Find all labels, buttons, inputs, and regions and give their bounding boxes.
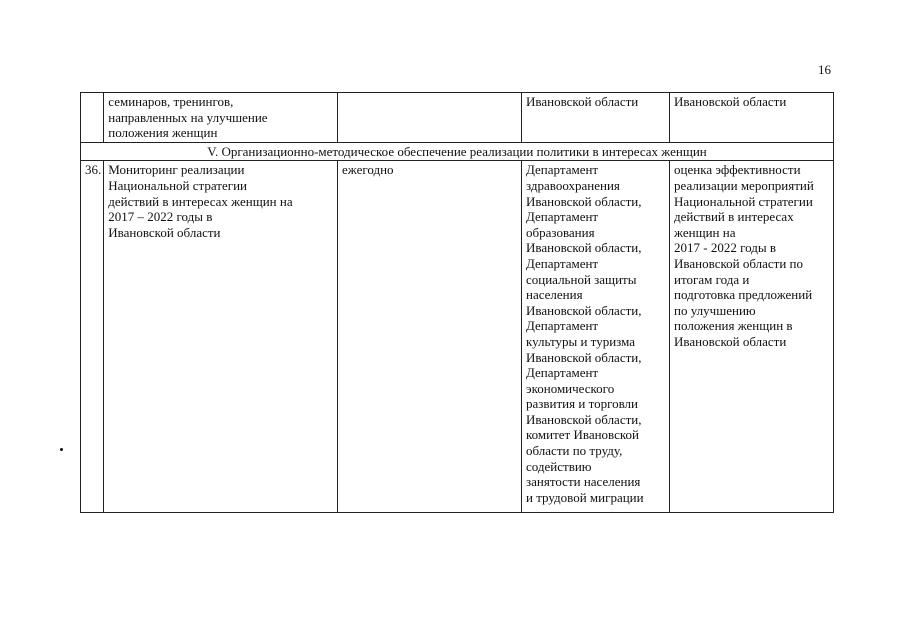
text-line: Департамент (526, 209, 599, 225)
page-number: 16 (818, 62, 831, 77)
text-line: женщин на (674, 224, 736, 240)
text-line: содействию (526, 458, 592, 474)
cell-result (670, 161, 834, 513)
section-title: V. Организационно-методическое обеспечение реализации политики в интересах женщин (81, 142, 834, 161)
name-line-1: семинаров, тренингов, (108, 94, 234, 109)
text-line: здравоохранения (526, 177, 620, 193)
text-line: Ивановской области, (526, 193, 642, 209)
text-line: области по труду, (526, 443, 623, 459)
text-line: подготовка предложений (674, 287, 813, 303)
text-line: Ивановской области (674, 94, 787, 109)
cell-number: 36. (81, 161, 104, 513)
text-line: Ивановской области, (526, 349, 642, 365)
cell-number (81, 93, 104, 143)
text-line: 2017 - 2022 годы в (674, 240, 776, 256)
text-line: Ивановской области (526, 94, 639, 109)
text-line: Ивановской области (674, 333, 787, 349)
text-line: развития и торговли (526, 396, 639, 412)
text-line: положения женщин (108, 125, 218, 141)
text-line: культуры и туризма (526, 333, 636, 349)
cell-executors (522, 93, 670, 143)
cell-result (670, 93, 834, 143)
table-row-36 (81, 161, 834, 513)
text-line: по улучшению (674, 302, 756, 318)
text-line: реализации мероприятий (674, 177, 814, 193)
text-line: Департамент (526, 318, 599, 334)
text-line: Национальной стратегии (108, 177, 247, 193)
text-line: Мониторинг реализации (108, 162, 245, 178)
cell-measure-name (104, 93, 338, 143)
text-line: экономического (526, 380, 615, 396)
text-line: 2017 – 2022 годы в (108, 209, 213, 225)
cell-measure-name (104, 161, 338, 513)
text-line: Департамент (526, 255, 599, 271)
cell-term: ежегодно (337, 161, 521, 513)
text-line: положения женщин в (674, 318, 793, 334)
text-line: оценка эффективности (674, 162, 801, 178)
text-line: Ивановской области, (526, 302, 642, 318)
text-line: действий в интересах (674, 209, 794, 225)
text-line: Национальной стратегии (674, 193, 813, 209)
measures-table (80, 92, 834, 513)
text-line: и трудовой миграции (526, 489, 644, 505)
table-row-continued (81, 93, 834, 143)
text-line: населения (526, 287, 583, 303)
text-line: итогам года и (674, 271, 750, 287)
cell-executors (522, 161, 670, 513)
scan-dot (60, 448, 63, 451)
text-line: комитет Ивановской (526, 427, 640, 443)
cell-term (337, 93, 521, 143)
section-row (81, 142, 834, 161)
text-line: занятости населения (526, 474, 641, 490)
text-line: образования (526, 224, 595, 240)
text-line: Ивановской области, (526, 411, 642, 427)
text-line: Ивановской области (108, 224, 221, 240)
text-line: Ивановской области, (526, 240, 642, 256)
text-line: направленных на улучшение (108, 109, 268, 125)
text-line: Департамент (526, 162, 599, 178)
text-line: действий в интересах женщин на (108, 193, 293, 209)
text-line: социальной защиты (526, 271, 637, 287)
text-line (108, 94, 333, 110)
text-line: Департамент (526, 365, 599, 381)
text-line: Ивановской области по (674, 255, 803, 271)
